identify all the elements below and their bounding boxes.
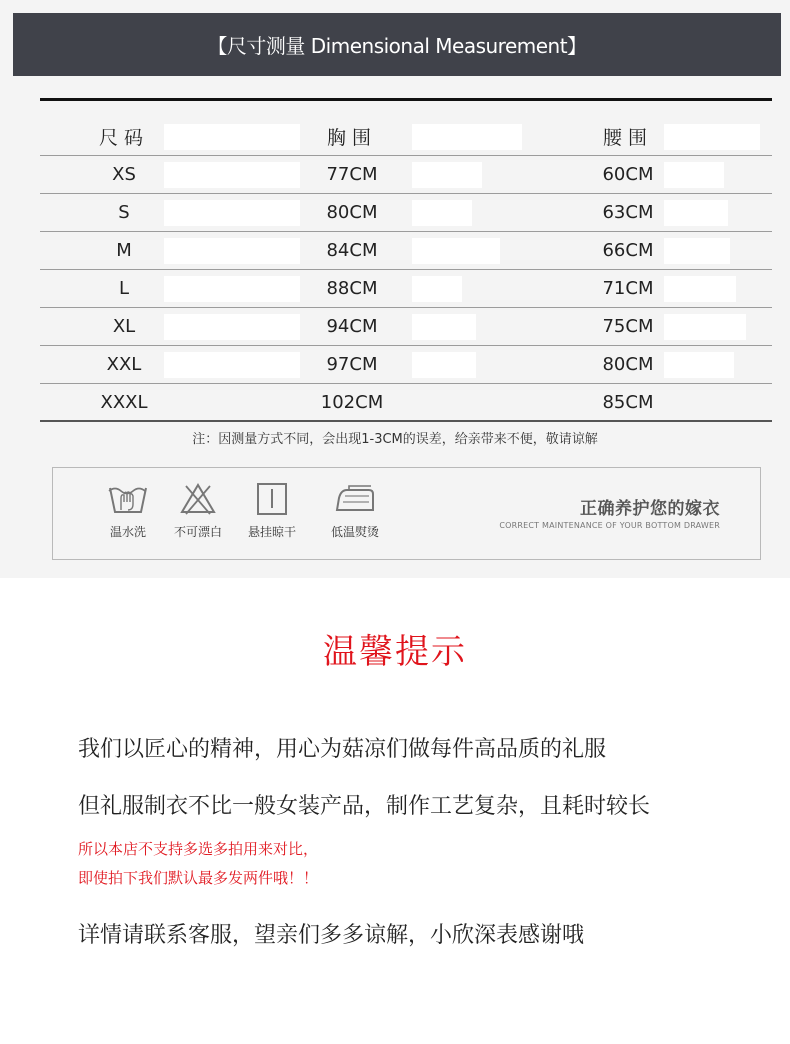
chest-cell: 97CM: [326, 354, 378, 375]
table-row: [40, 232, 772, 270]
hang-dry-icon: [232, 482, 312, 516]
care-item-wash: [88, 482, 168, 540]
size-cell: M: [116, 240, 132, 261]
col-header-waist: 腰围: [602, 127, 653, 149]
chest-cell: 80CM: [326, 202, 378, 223]
care-label: 悬挂晾干: [247, 525, 296, 539]
col-header-chest: 胸围: [326, 127, 377, 149]
table-row: [40, 384, 772, 422]
col-header-size: 尺码: [98, 127, 149, 149]
size-cell: L: [118, 278, 130, 299]
no-bleach-icon: [158, 482, 238, 516]
tips-line-red: 即使拍下我们默认最多发两件哦！！: [78, 869, 319, 887]
table-row: [40, 194, 772, 232]
care-item-iron: [315, 482, 395, 540]
chest-cell: 88CM: [326, 278, 378, 299]
waist-cell: 66CM: [602, 240, 654, 261]
tips-line: 我们以匠心的精神，用心为菇凉们做每件高品质的礼服: [78, 737, 607, 762]
chest-cell: 102CM: [320, 391, 384, 413]
size-cell: XS: [112, 164, 136, 185]
table-row: [40, 270, 772, 308]
size-table: [40, 118, 772, 422]
table-row: [40, 156, 772, 194]
care-label: 低温熨烫: [330, 525, 379, 539]
chest-cell: 84CM: [326, 240, 378, 261]
brand-slogan-cn: 正确养护您的嫁衣: [580, 499, 720, 519]
waist-cell: 71CM: [602, 278, 654, 299]
tips-line-red: 所以本店不支持多选多拍用来对比，: [78, 840, 319, 858]
care-item-dry: [232, 482, 312, 540]
waist-cell: 63CM: [602, 202, 654, 223]
tips-line: 详情请联系客服，望亲们多多谅解，小欣深表感谢哦: [78, 923, 585, 948]
warm-wash-icon: [88, 482, 168, 516]
care-instructions-box: [52, 467, 761, 560]
size-cell: XL: [112, 316, 136, 337]
care-item-bleach: [158, 482, 238, 540]
tips-line: 但礼服制衣不比一般女装产品，制作工艺复杂，且耗时较长: [78, 794, 651, 819]
size-cell: S: [118, 202, 130, 223]
header-banner: [13, 13, 781, 76]
waist-cell: 85CM: [602, 391, 654, 413]
tips-title: 温馨提示: [323, 632, 467, 672]
care-label: 温水洗: [109, 525, 146, 539]
table-row: [40, 346, 772, 384]
waist-cell: 80CM: [602, 354, 654, 375]
chest-cell: 94CM: [326, 316, 378, 337]
waist-cell: 75CM: [602, 316, 654, 337]
header-title: 【尺寸测量 Dimensional Measurement】: [207, 34, 587, 58]
brand-slogan-en: CORRECT MAINTENANCE OF YOUR BOTTOM DRAWER: [499, 521, 720, 530]
waist-cell: 60CM: [602, 164, 654, 185]
measurement-note: 注：因测量方式不同，会出现1-3CM的误差，给亲带来不便，敬请谅解: [192, 432, 598, 447]
size-cell: XXXL: [100, 391, 148, 413]
table-top-rule: [40, 98, 772, 101]
size-cell: XXL: [106, 354, 142, 375]
chest-cell: 77CM: [326, 164, 378, 185]
care-label: 不可漂白: [173, 525, 222, 539]
table-row: [40, 308, 772, 346]
low-iron-icon: [315, 482, 395, 516]
table-header-row: [40, 118, 772, 156]
